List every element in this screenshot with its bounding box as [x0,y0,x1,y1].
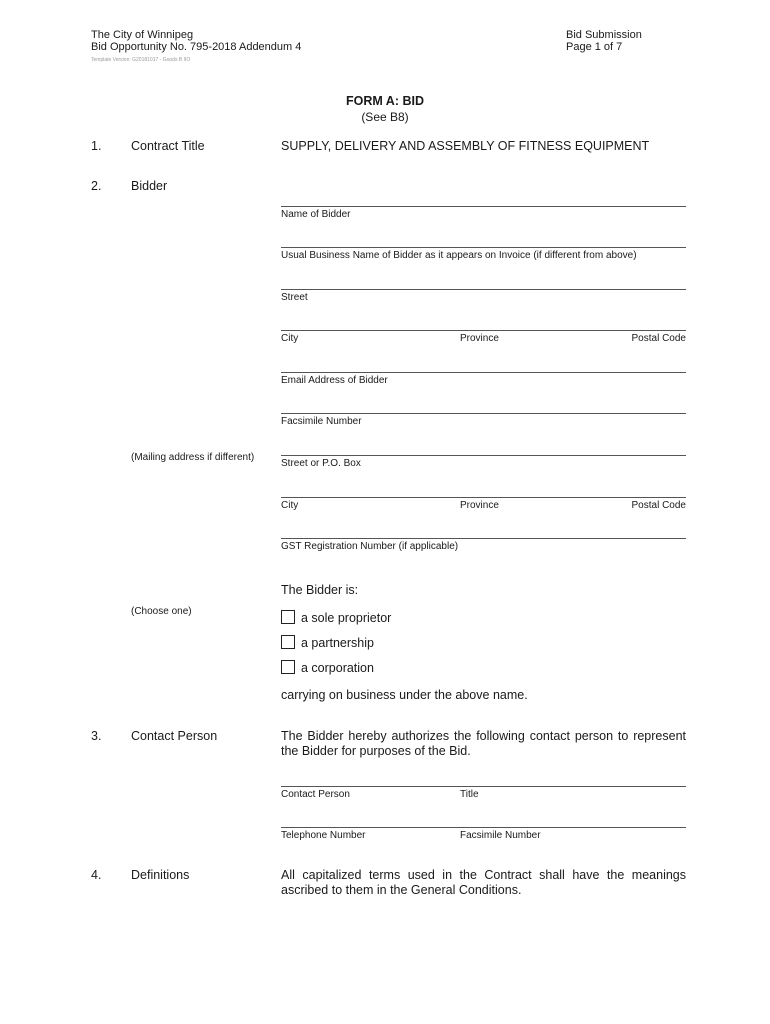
partnership-label: a partnership [301,636,374,650]
contract-title-value: SUPPLY, DELIVERY AND ASSEMBLY OF FITNESS EQUIPMENT [281,139,650,153]
usual-business-name-line[interactable] [281,247,686,248]
section-4-label: Definitions [131,868,190,882]
section-2-label: Bidder [131,179,168,193]
sole-proprietor-label: a sole proprietor [301,611,392,625]
sole-proprietor-checkbox[interactable] [281,610,295,624]
definitions-paragraph: All capitalized terms used in the Contract shall have the meanings ascribed to them in the General Conditions. [281,868,686,897]
header-page-number: Page 1 of 7 [566,41,623,53]
province-caption: Province [460,333,499,344]
section-3-label: Contact Person [131,729,218,743]
section-1-number: 1. [91,139,102,153]
contact-person-paragraph: The Bidder hereby authorizes the following contact person to represent the Bidder for purposes of the Bid. [281,729,686,758]
facsimile-line[interactable] [281,413,686,414]
street-caption: Street [281,292,308,303]
gst-line[interactable] [281,538,686,539]
facsimile-caption: Facsimile Number [281,416,362,427]
corporation-checkbox[interactable] [281,660,295,674]
email-caption: Email Address of Bidder [281,375,388,386]
gst-caption: GST Registration Number (if applicable) [281,541,459,552]
city-caption: City [281,333,299,344]
name-of-bidder-caption: Name of Bidder [281,209,351,220]
carrying-on-business-text: carrying on business under the above name. [281,688,528,702]
header-bid-opportunity: Bid Opportunity No. 795-2018 Addendum 4 [91,41,302,53]
postal-code-caption: Postal Code [631,333,686,344]
header-bid-submission: Bid Submission [566,29,642,41]
corporation-label: a corporation [301,661,374,675]
mailing-province-caption: Province [460,500,499,511]
contact-fax-caption: Facsimile Number [460,830,541,841]
telephone-fax-line[interactable] [281,827,686,828]
po-box-line[interactable] [281,455,686,456]
contact-title-caption: Title [460,789,479,800]
partnership-checkbox[interactable] [281,635,295,649]
section-4-number: 4. [91,868,102,882]
name-of-bidder-line[interactable] [281,206,686,207]
section-1-label: Contract Title [131,139,205,153]
email-line[interactable] [281,372,686,373]
mailing-address-note: (Mailing address if different) [131,452,255,463]
city-province-postal-line[interactable] [281,330,686,331]
bidder-is-lead: The Bidder is: [281,583,359,597]
mailing-city-province-postal-line[interactable] [281,497,686,498]
contact-person-caption: Contact Person [281,789,350,800]
form-title: FORM A: BID [346,94,424,108]
po-box-caption: Street or P.O. Box [281,458,361,469]
section-3-number: 3. [91,729,102,743]
header-city: The City of Winnipeg [91,29,194,41]
section-2-number: 2. [91,179,102,193]
mailing-city-caption: City [281,500,299,511]
street-line[interactable] [281,289,686,290]
mailing-postal-code-caption: Postal Code [631,500,686,511]
form-subtitle: (See B8) [361,110,409,124]
contact-person-title-line[interactable] [281,786,686,787]
usual-business-name-caption: Usual Business Name of Bidder as it appears on Invoice (if different from above) [281,250,637,261]
choose-one-note: (Choose one) [131,606,192,617]
telephone-caption: Telephone Number [281,830,366,841]
header-template-version: Template Version: G20181017 - Goods B IIO [91,57,191,63]
